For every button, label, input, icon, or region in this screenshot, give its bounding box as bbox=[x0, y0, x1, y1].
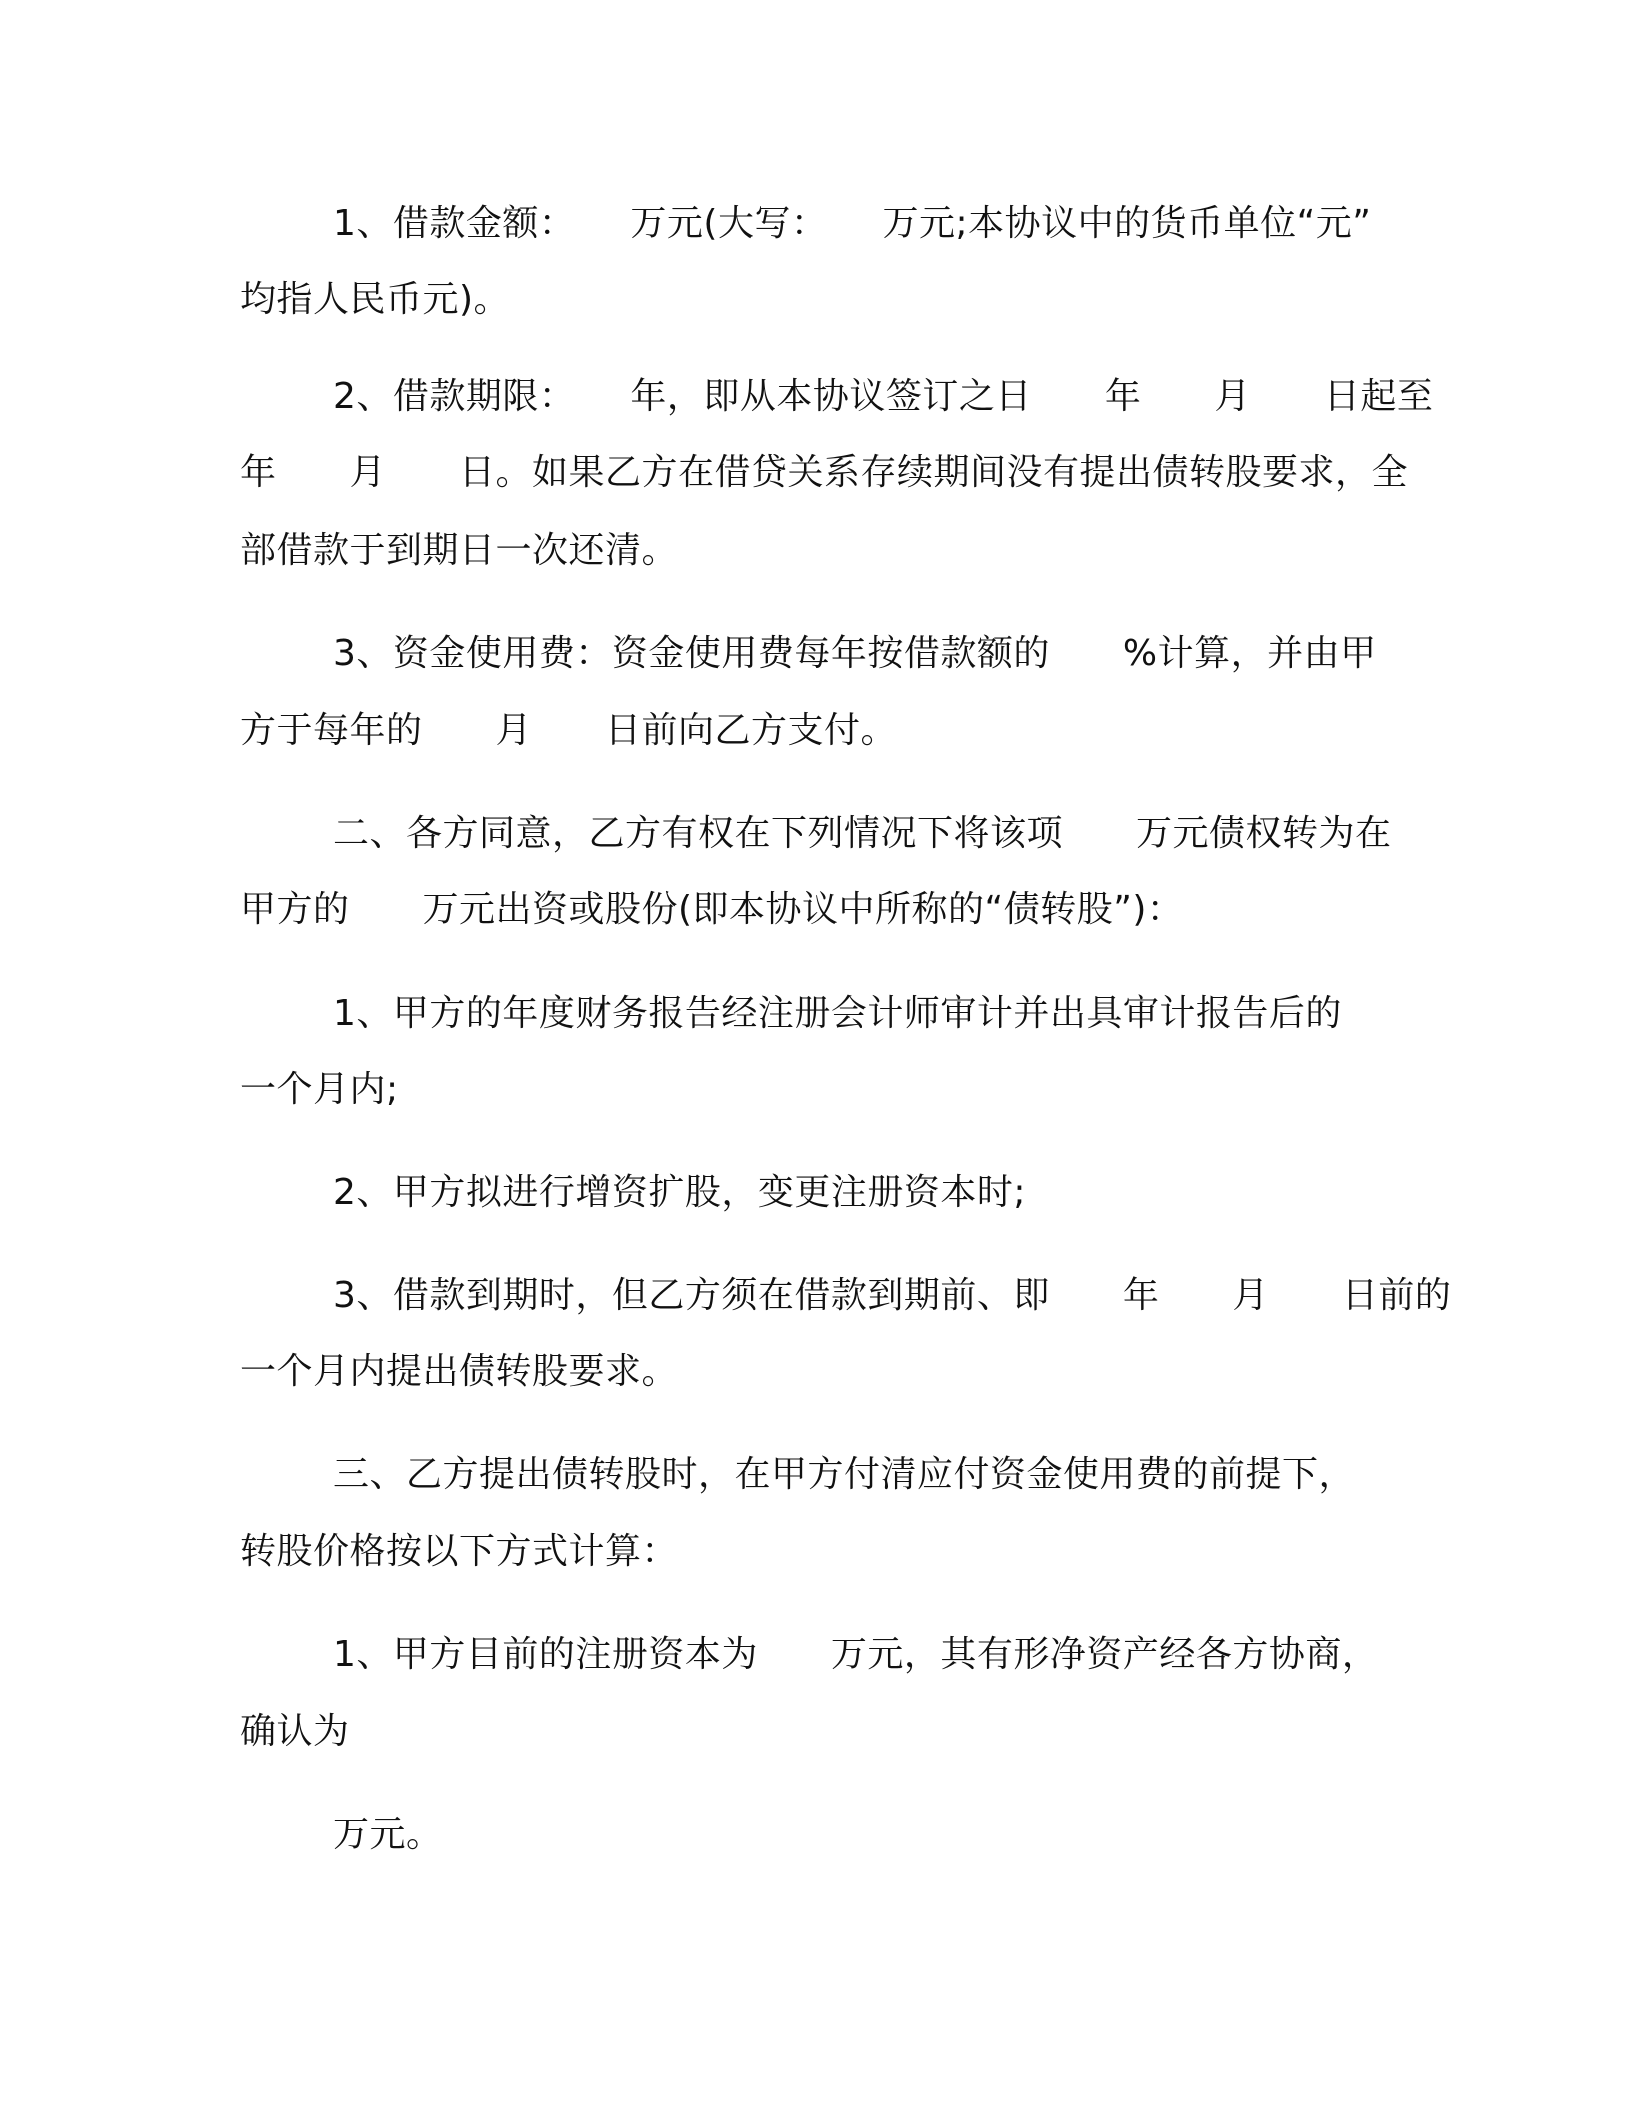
text-line: 1、甲方的年度财务报告经注册会计师审计并出具审计报告后的 bbox=[333, 993, 1342, 1034]
text-line: 3、资金使用费：资金使用费每年按借款额的 %计算，并由甲 bbox=[333, 633, 1377, 674]
text-line: 甲方的 万元出资或股份(即本协议中所称的“债转股”)： bbox=[240, 889, 1184, 930]
text-line: 一个月内提出债转股要求。 bbox=[240, 1351, 679, 1392]
text-line: 三、乙方提出债转股时，在甲方付清应付资金使用费的前提下， bbox=[333, 1454, 1356, 1495]
text-line: 确认为 bbox=[240, 1711, 350, 1752]
text-line: 3、借款到期时，但乙方须在借款到期前、即 年 月 日前的 bbox=[333, 1275, 1452, 1316]
text-line: 转股价格按以下方式计算： bbox=[240, 1531, 679, 1572]
text-line: 二、各方同意，乙方有权在下列情况下将该项 万元债权转为在 bbox=[333, 813, 1392, 854]
text-line: 1、借款金额： 万元(大写： 万元;本协议中的货币单位“元” bbox=[333, 203, 1372, 244]
text-line: 年 月 日。如果乙方在借贷关系存续期间没有提出债转股要求，全 bbox=[240, 452, 1409, 493]
text-line: 2、甲方拟进行增资扩股，变更注册资本时; bbox=[333, 1172, 1027, 1213]
text-line: 部借款于到期日一次还清。 bbox=[240, 530, 679, 571]
text-line: 方于每年的 月 日前向乙方支付。 bbox=[240, 710, 898, 751]
text-line: 万元。 bbox=[333, 1814, 443, 1855]
text-line: 一个月内; bbox=[240, 1069, 399, 1110]
text-line: 均指人民币元)。 bbox=[240, 279, 511, 320]
text-line: 2、借款期限： 年，即从本协议签订之日 年 月 日起至 bbox=[333, 376, 1434, 417]
text-line: 1、甲方目前的注册资本为 万元，其有形净资产经各方协商， bbox=[333, 1634, 1379, 1675]
